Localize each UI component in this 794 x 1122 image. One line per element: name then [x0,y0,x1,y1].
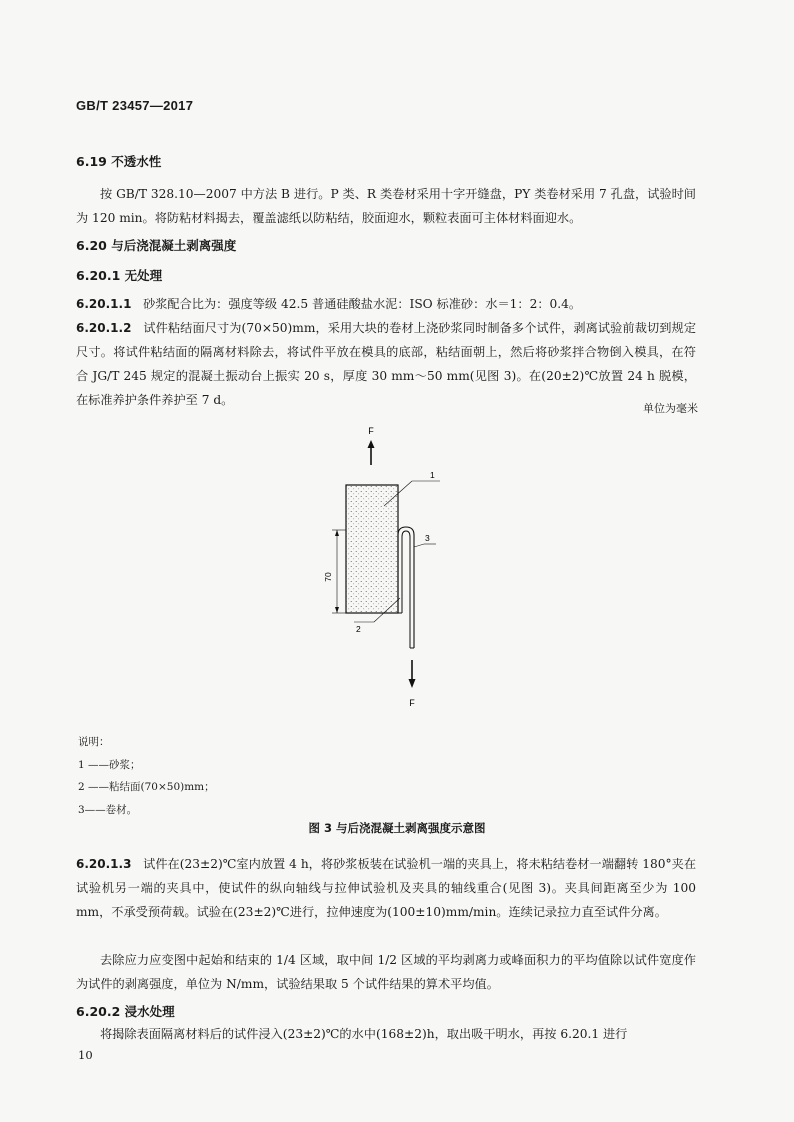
figure-caption: 图 3 与后浇混凝土剥离强度示意图 [308,821,486,835]
clause-6-20-1-3 [76,852,696,924]
peel-strength-diagram [300,420,480,710]
standard-header: GB/T 23457—2017 [76,98,194,113]
clause-text: 砂浆配合比为：强度等级 42.5 普通硅酸盐水泥：ISO 标准砂：水＝1：2：0.4。 [143,297,582,311]
callout-3: 3 [425,533,430,543]
legend-item: 3——卷材。 [78,803,138,816]
clause-text: 试件粘结面尺寸为(70×50)mm，采用大块的卷材上浇砂浆同时制备多个试件，剥离试验前裁切到规定尺寸。将试件粘结面的隔离材料除去，将试件平放在模具的底部，粘结面朝上，然后将砂浆拌合物倒入模具，在符合 JG/T 245 规定的混凝土振动台上振实 20 s，厚度 30 mm～50 mm(见图 3)。在(20±2)℃放置 24 h 脱模，在标准养护条件养护至 7 d。 [76,321,697,407]
arrowhead-down-icon [409,679,416,688]
callout-1: 1 [430,470,435,480]
section-6-20-1-title: 6.20.1 无处理 [76,268,163,283]
page-number: 10 [78,1048,93,1062]
legend-item: 2 ——粘结面(70×50)mm； [78,781,215,793]
clause-number: 6.20.1.1 [76,297,132,311]
membrane-inner-line [402,531,410,648]
clause-number: 6.20.1.3 [76,857,132,871]
leader-line-3 [414,544,424,547]
dimension-label: 70 [323,572,333,582]
legend-title: 说明： [78,736,110,748]
dim-arrow-down-icon [335,607,339,613]
force-label-bottom: F [409,698,415,708]
mortar-block [346,485,398,613]
section-6-20-title: 6.20 与后浇混凝土剥离强度 [76,238,237,253]
section-6-19-paragraph: 按 GB/T 328.10—2007 中方法 B 进行。P 类、R 类卷材采用十字开缝盘，PY 类卷材采用 7 孔盘，试验时间为 120 min。将防粘材料揭去，覆盖滤纸以防粘结，胶面迎水，颗粒表面可主体材料面迎水。 [76,187,696,225]
legend [78,731,215,821]
clause-6-20-1-2 [76,316,696,412]
unit-note: 单位为毫米 [643,402,698,415]
clause-6-20-1-1 [76,292,696,316]
arrowhead-up-icon [368,440,375,448]
membrane-outer-line [398,527,414,648]
section-6-20-2-title: 6.20.2 浸水处理 [76,1004,175,1019]
section-6-20-2-paragraph: 将揭除表面隔离材料后的试件浸入(23±2)℃的水中(168±2)h，取出吸干明水，再按 6.20.1 进行 [100,1027,628,1041]
clause-6-20-1-3-paragraph-2: 去除应力应变图中起始和结束的 1/4 区域，取中间 1/2 区域的平均剥离力或峰面积力的平均值除以试件宽度作为试件的剥离强度，单位为 N/mm，试验结果取 5 个试件结果的算术平均值。 [76,953,696,991]
legend-item: 1 ——砂浆； [78,758,141,771]
callout-2: 2 [356,624,361,634]
clause-text: 试件在(23±2)℃室内放置 4 h，将砂浆板装在试验机一端的夹具上，将未粘结卷材一端翻转 180°夹在试验机另一端的夹具中，使试件的纵向轴线与拉伸试验机及夹具的轴线重合(见图 3)。夹具间距离至少为 100 mm，不承受预荷载。试验在(23±2)℃进行，拉伸速度为(100±10)mm/min。连续记录拉力直至试件分离。 [76,857,697,919]
clause-number: 6.20.1.2 [76,321,132,335]
dim-arrow-up-icon [335,530,339,536]
force-label-top: F [368,426,374,436]
section-6-19-title: 6.19 不透水性 [76,154,162,169]
